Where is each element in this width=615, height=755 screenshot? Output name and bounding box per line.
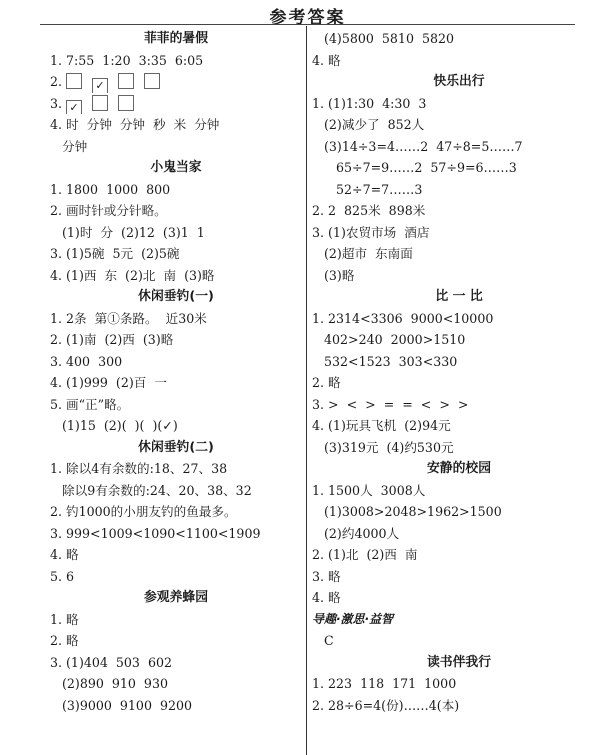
answer-line: 4. (1)西 东 (2)北 南 (3)略 — [50, 267, 215, 283]
answer-line: (2)约4000人 — [312, 525, 400, 541]
answer-line: (3)14÷3=4……2 47÷8=5……7 — [312, 138, 523, 154]
answer-line: (1)时 分 (2)12 (3)1 1 — [50, 224, 205, 240]
answer-line: 2. 画时针或分针略。 — [50, 203, 167, 218]
section-heading: 参观养蜂园 — [144, 590, 208, 605]
answer-line: 1. 2314<3306 9000<10000 — [312, 310, 494, 326]
answer-line: 5. 6 — [50, 568, 75, 584]
right-column — [312, 28, 606, 716]
answer-box: ✓ — [92, 78, 108, 93]
answer-line: 2. 2 825米 898米 — [312, 203, 426, 218]
answer-line: 65÷7=9……2 57÷9=6……3 — [312, 160, 517, 175]
column-divider — [306, 26, 307, 755]
answer-line: 402>240 2000>1510 — [312, 332, 466, 347]
answer-line: C — [312, 633, 334, 648]
answer-line: (1)3008>2048>1962>1500 — [312, 504, 502, 519]
section-heading: 比 一 比 — [435, 289, 483, 304]
answer-box — [92, 95, 108, 111]
answer-line: 2. (1)北 (2)西 南 — [312, 547, 418, 562]
page-title: 参考答案 — [269, 8, 346, 28]
section-banner: 导趣·激思·益智 — [312, 611, 394, 626]
answer-line: (2)减少了 852人 — [312, 117, 425, 132]
answer-line: 532<1523 303<330 — [312, 353, 458, 369]
answer-line: (3)319元 (4)约530元 — [312, 439, 454, 455]
answer-line: 1. 7:55 1:20 3:35 6:05 — [50, 52, 204, 68]
answer-line: 4. 略 — [50, 547, 79, 562]
section-heading: 菲菲的暑假 — [144, 31, 208, 46]
answer-line: 1. 1800 1000 800 — [50, 181, 171, 197]
answer-line: (3)略 — [312, 267, 355, 283]
answer-line: 3. 略 — [312, 568, 341, 584]
answer-line: 1. 2条 第①条路。 近30米 — [50, 310, 207, 326]
answer-line: 2. 略 — [50, 633, 79, 648]
item-number: 2. — [50, 74, 67, 89]
answer-line: 3. > < > = = < > > — [312, 396, 469, 412]
answer-line: (2)890 910 930 — [50, 676, 168, 691]
answer-box: ✓ — [66, 100, 82, 115]
answer-line: 4. (1)玩具飞机 (2)94元 — [312, 418, 451, 433]
answer-box — [144, 73, 160, 89]
answer-line: 3. 999<1009<1090<1100<1909 — [50, 525, 261, 541]
answer-line: 3. 400 300 — [50, 353, 123, 369]
answer-box — [66, 73, 82, 89]
item-number: 3. — [50, 95, 67, 111]
answer-line: 1. 1500人 3008人 — [312, 482, 426, 498]
answer-line: 1. 除以4有余数的:18、27、38 — [50, 461, 228, 476]
answer-checkbox-line — [50, 93, 302, 115]
answer-line: (3)9000 9100 9200 — [50, 697, 193, 713]
section-heading: 休闲垂钓(一) — [138, 289, 214, 304]
answer-line: 4. 时 分钟 分钟 秒 米 分钟 — [50, 117, 220, 132]
answer-line: 3. (1)农贸市场 酒店 — [312, 224, 430, 240]
answer-line: 1. 223 118 171 1000 — [312, 676, 457, 691]
answer-line: 1. (1)1:30 4:30 3 — [312, 95, 427, 111]
answer-line: 5. 画“正”略。 — [50, 396, 130, 412]
answer-box — [118, 73, 134, 89]
answer-checkbox-line — [50, 71, 302, 93]
answer-line: 2. (1)南 (2)西 (3)略 — [50, 332, 174, 347]
answer-line: (2)超市 东南面 — [312, 246, 413, 261]
answer-line: (4)5800 5810 5820 — [312, 31, 455, 46]
left-column — [50, 28, 302, 716]
answer-line: 4. (1)999 (2)百 一 — [50, 375, 167, 390]
answer-line: 2. 28÷6=4(份)……4(本) — [312, 697, 460, 713]
answer-line: 3. (1)5碗 5元 (2)5碗 — [50, 246, 180, 261]
title-underline — [40, 24, 575, 25]
answer-line: 1. 略 — [50, 611, 79, 627]
section-heading: 读书伴我行 — [427, 654, 491, 670]
section-heading: 安静的校园 — [427, 461, 491, 476]
answer-line: 除以9有余数的:24、20、38、32 — [50, 482, 252, 498]
answer-line: 2. 钓1000的小朋友钓的鱼最多。 — [50, 504, 237, 519]
answer-line: 4. 略 — [312, 52, 341, 68]
answer-box — [118, 95, 134, 111]
section-heading: 小鬼当家 — [150, 160, 202, 175]
answer-line: 分钟 — [50, 138, 88, 154]
answer-line: (1)15 (2)( )( )(✓) — [50, 418, 178, 433]
answer-line: 4. 略 — [312, 590, 341, 605]
answer-line: 52÷7=7……3 — [312, 181, 423, 197]
section-heading: 快乐出行 — [433, 74, 485, 89]
answer-line: 3. (1)404 503 602 — [50, 654, 172, 670]
answer-line: 2. 略 — [312, 375, 341, 390]
section-heading: 休闲垂钓(二) — [138, 439, 214, 455]
